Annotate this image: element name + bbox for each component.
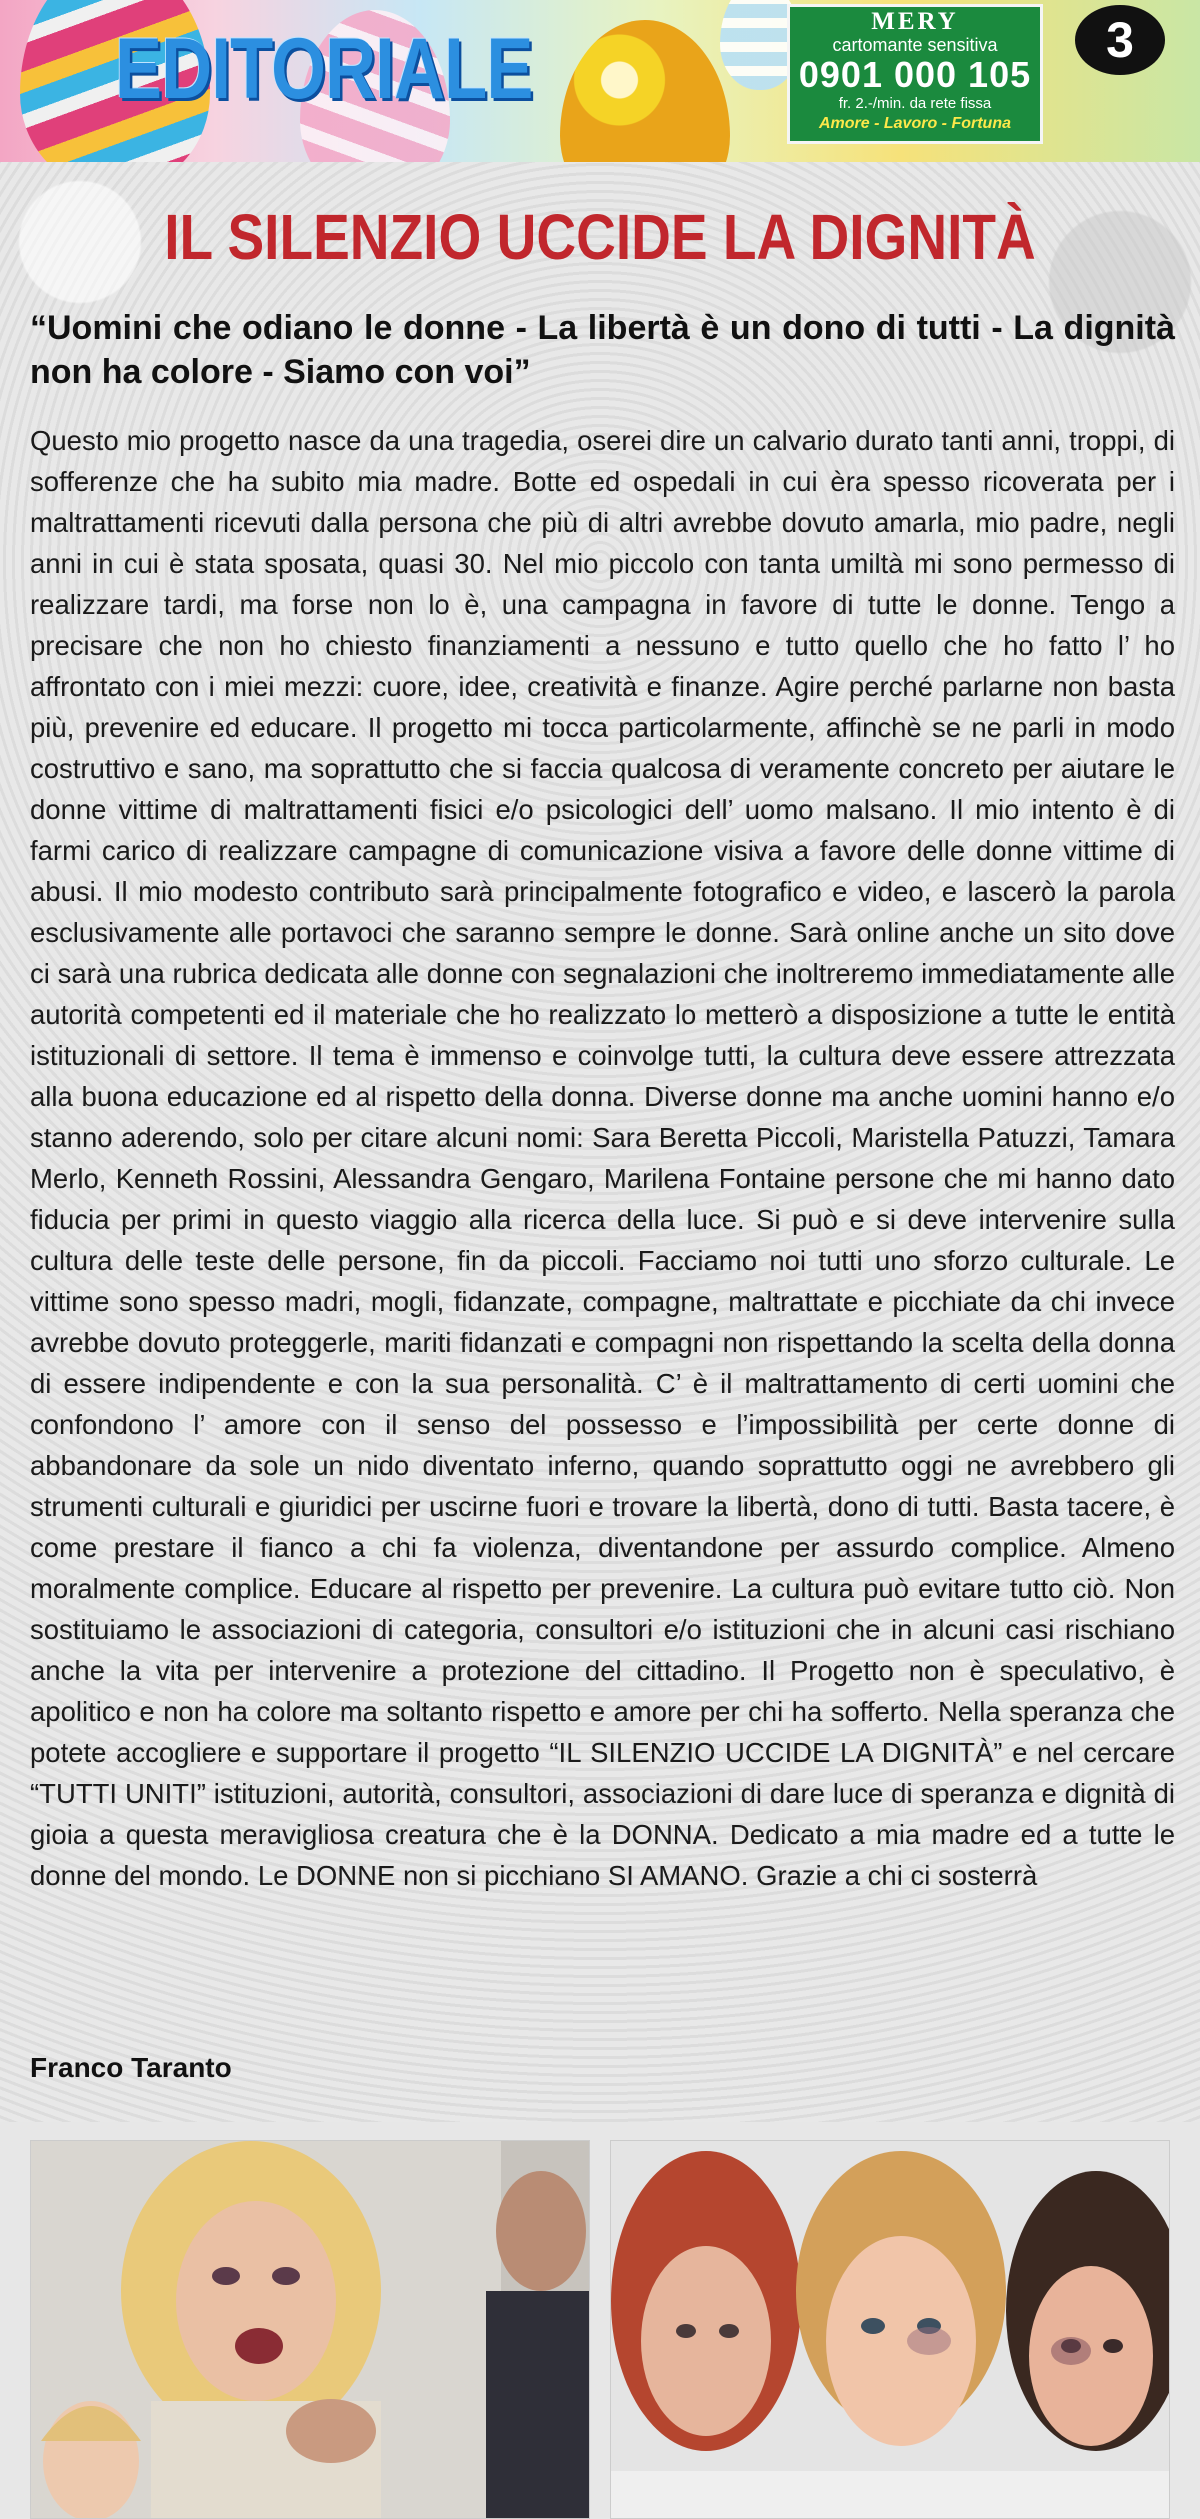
header-banner	[0, 0, 1200, 162]
ad-subtitle: cartomante sensitiva	[832, 35, 998, 55]
photo-illustration	[611, 2141, 1170, 2519]
article-page	[0, 162, 1200, 2122]
page-number-badge: 3	[1075, 5, 1165, 75]
ad-phone-number: 0901 000 105	[798, 54, 1032, 95]
article-subtitle: “Uomini che odiano le donne - La libertà è un dono di tutti - La dignità non ha colore - Siamo con voi”	[30, 309, 1175, 391]
psychic-advertisement	[787, 4, 1043, 144]
article-body: Questo mio progetto nasce da una tragedia, oserei dire un calvario durato tanti anni, troppi, di sofferenze che ha subito mia madre. Botte ed ospedali in cui èra spesso ricoverata per i maltrattamenti ricevuti dalla persona che più di altri avrebbe dovuto amarla, mio padre, negli anni in cui è stata sposata, quasi 30. Nel mio piccolo con tanta umiltà mi sono permesso di realizzare tardi, ma forse non lo è, una campagna in favore di tutte le donne. Tengo a precisare che non ho chiesto finanziamenti a nessuno e tutto quello che ho fatto l’ ho affrontato con i miei mezzi: cuore, idee, creatività e finanze. Agire perché parlarne non basta più, prevenire ed educare. Il progetto mi tocca particolarmente, affinchè se ne parli in modo costruttivo e sano, ma soprattutto che si faccia qualcosa di veramente concreto per aiutare le donne vittime di maltrattamenti fisici e/o psicologici dell’ uomo malsano. Il mio intento è di farmi carico di realizzare campagne di comunicazione visiva a favore delle donne vittime di abusi. Il mio modesto contributo sarà principalmente fotografico e video, e lascerò la parola esclusivamente alle portavoci che saranno sempre le donne. Sarà online anche un sito dove ci sarà una rubrica dedicata alle donne con segnalazioni che inoltreremo immediatamente alle autorità competenti ed il materiale che ho realizzato lo metterò a disposizione a tutte le entità istituzionali di settore. Il tema è immenso e coinvolge tutti, la cultura deve essere attrezzata alla buona educazione ed al rispetto della donna. Diverse donne ma anche uomini hanno e/o stanno aderendo, solo per citare alcuni nomi: Sara Beretta Piccoli, Maristella Patuzzi, Tamara Merlo, Kenneth Rossini, Alessandra Gengaro, Marilena Fontaine persone che mi hanno dato fiducia per primi in questo viaggio alla ricerca della luce. Si può e si deve intervenire sulla cultura delle teste delle persone, fin da piccoli. Facciamo noi tutti uno sforzo culturale. Le vittime sono spesso madri, mogli, fidanzate, compagne, maltrattate e picchiate da chi invece avrebbe dovuto proteggerle, mariti fidanzati e compagni non rispettando la scelta della donna di essere indipendente e con la sua personalità. C’ è il maltrattamento di certi uomini che confondono l’ amore con il senso del possesso e l’impossibilità per certe donne di abbandonare da sole un nido diventato inferno, quando soprattutto oggi ne avrebbero gli strumenti culturali e giuridici per uscirne fuori e trovare la libertà, dono di tutti. Basta tacere, è come prestare il fianco a chi fa violenza, diventandone per assurdo complice. Almeno moralmente complice. Educare al rispetto per prevenire. La cultura può evitare tutto ciò. Non sostituiamo le associazioni di categoria, consultori e/o istituzioni che in alcuni casi rischiano anche la vita per intervenire a protezione del cittadino. Il Progetto non è speculativo, è apolitico e non ha colore ma soltanto rispetto e amore per chi ha sofferto. Nella speranza che potete accogliere e supportare il progetto “IL SILENZIO UCCIDE LA DIGNITÀ” e nel cercare “TUTTI UNITI” istituzioni, autorità, consultori, associazioni di dare luce di speranza e dignità di gioia a questa meravigliosa creatura che è la DONNA. Dedicato a mia madre ed a tutte le donne del mondo. Le DONNE non si picchiano SI AMANO. Grazie a chi ci sosterrà	[30, 425, 1175, 1891]
photo-three-bruised-women	[610, 2140, 1170, 2519]
ad-price-note: fr. 2.-/min. da rete fissa	[838, 95, 992, 112]
article-author: Franco Taranto	[30, 2052, 232, 2083]
ad-tags: Amore - Lavoro - Fortuna	[818, 115, 1011, 132]
photo-domestic-violence-scene	[30, 2140, 590, 2519]
easter-egg-decoration	[560, 20, 730, 162]
section-title: EDITORIALE	[115, 21, 533, 117]
photo-illustration	[31, 2141, 590, 2519]
article-title: IL SILENZIO UCCIDE LA DIGNITÀ	[164, 201, 1036, 273]
ad-name: MERY	[871, 8, 959, 35]
